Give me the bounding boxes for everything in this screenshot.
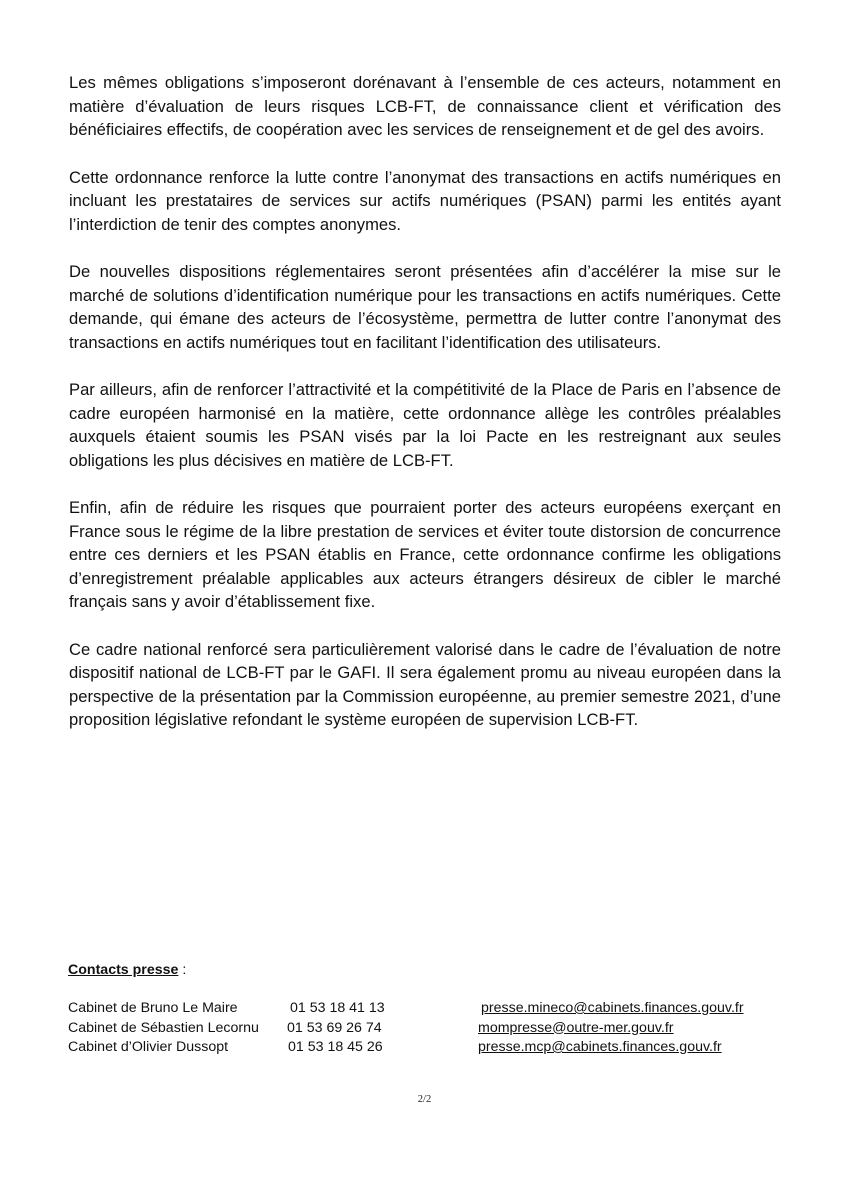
paragraph-anonymat: Cette ordonnance renforce la lutte contre l’anonymat des transactions en actifs numériques en incluant les prestataires de services sur actifs numériques (PSAN) parmi les entités ayant l’interdiction de tenir des comptes anonymes.: [69, 167, 781, 234]
contact-name: Cabinet d’Olivier Dussopt: [68, 1039, 229, 1055]
paragraph-obligations: Les mêmes obligations s’imposeront dorénavant à l’ensemble de ces acteurs, notamment en matière d’évaluation de leurs risques LCB-FT, de connaissance client et vérification des bénéficiaires effectifs, de coopération avec les services de renseignement et de gel des avoirs.: [69, 73, 781, 139]
contacts-heading-line: [68, 960, 788, 980]
paragraph-enregistrement: Enfin, afin de réduire les risques que pourraient porter des acteurs européens exerçant en France sous le régime de la libre prestation de services et éviter toute distorsion de concurrence entre ces derniers et les PSAN établis en France, cette ordonnance confirme les obligations d’enregistrement préalable applicables aux acteurs étrangers désireux de cibler le marché français sans y avoir d’établissement fixe.: [69, 498, 781, 611]
press-contacts: [68, 960, 788, 1057]
paragraph-attractivite: Par ailleurs, afin de renforcer l’attractivité et la compétitivité de la Place de Paris en l’absence de cadre européen harmonisé en la matière, cette ordonnance allège les contrôles préalables auxquels étaient soumis les PSAN visés par la loi Pacte en les restreignant aux seules obligations les plus décisives en matière de LCB-FT.: [69, 380, 781, 470]
contacts-heading-colon: :: [178, 962, 187, 978]
contact-row: [68, 998, 788, 1018]
contact-email-link[interactable]: mompresse@outre-mer.gouv.fr: [478, 1019, 674, 1036]
contact-phone: 01 53 69 26 74: [287, 1019, 382, 1036]
contact-name: Cabinet de Bruno Le Maire: [68, 1000, 238, 1016]
contact-email-link[interactable]: presse.mcp@cabinets.finances.gouv.fr: [478, 1039, 722, 1055]
contact-row: [68, 1037, 788, 1057]
contact-email-link[interactable]: presse.mineco@cabinets.finances.gouv.fr: [481, 1000, 744, 1016]
body-text: [69, 71, 781, 756]
contact-name: Cabinet de Sébastien Lecornu: [68, 1019, 259, 1036]
contact-row: [68, 1018, 788, 1038]
paragraph-identification: De nouvelles dispositions réglementaires seront présentées afin d’accélérer la mise sur le marché de solutions d’identification numérique pour les transactions en actifs numériques. Cette demande, qui émane des acteurs de l’écosystème, permettra de lutter contre l’anonymat des transactions en actifs numériques tout en facilitant l’identification des utilisateurs.: [69, 262, 781, 352]
contact-phone: 01 53 18 41 13: [290, 1000, 385, 1016]
contact-phone: 01 53 18 45 26: [288, 1039, 383, 1055]
paragraph-cadre-national: Ce cadre national renforcé sera particulièrement valorisé dans le cadre de l’évaluation de notre dispositif national de LCB-FT par le GAFI. Il sera également promu au niveau européen dans la perspective de la présentation par la Commission européenne, au premier semestre 2021, d’une proposition législative refondant le système européen de supervision LCB-FT.: [69, 639, 781, 729]
contacts-heading: Contacts presse: [68, 962, 179, 978]
page-number: 2/2: [417, 1094, 432, 1105]
